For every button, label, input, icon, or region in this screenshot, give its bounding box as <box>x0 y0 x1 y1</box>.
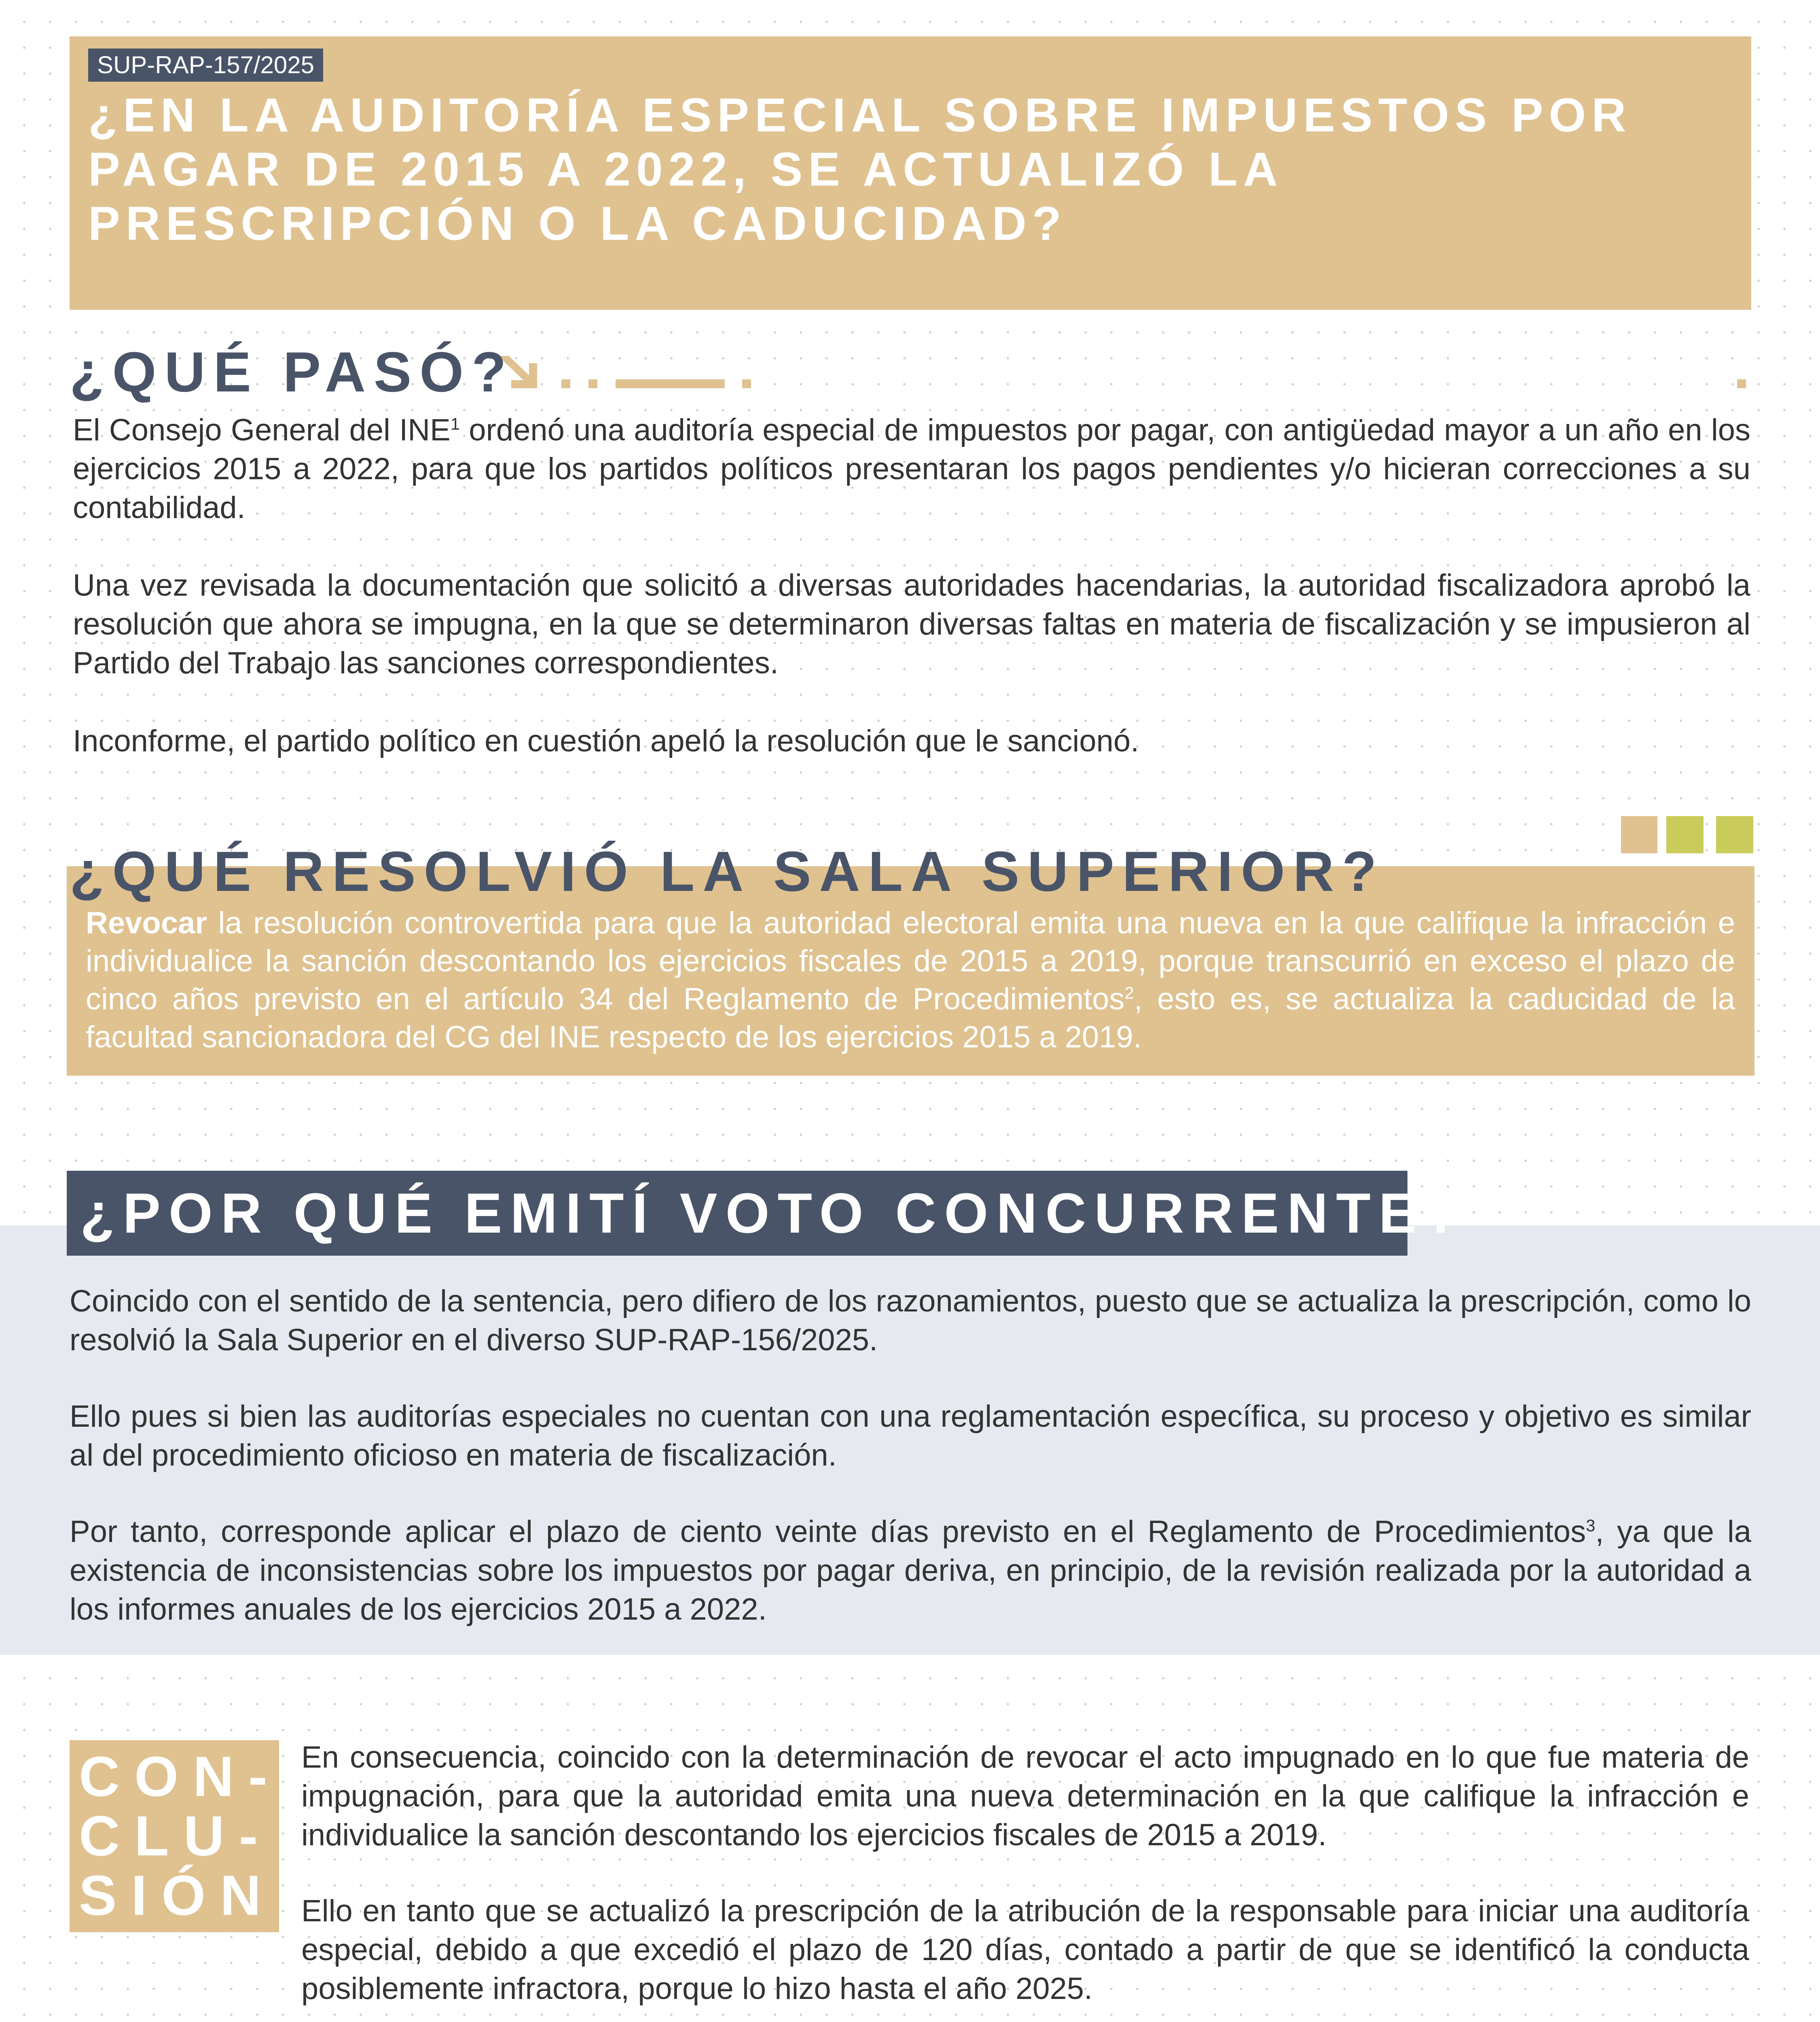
case-number-badge: SUP-RAP-157/2025 <box>88 49 323 82</box>
section-title-que-resolvio: ¿QUÉ RESOLVIÓ LA SALA SUPERIOR? <box>70 840 1385 903</box>
conclusion-paragraph-1: En consecuencia, coincido con la determinación de revocar el acto impugnado en lo que fue materia de impugnación, para que la autoridad emita una nueva determinación en la que califique la infracción e individualice la sanción descontando los ejercicios fiscales de 2015 a 2019. <box>301 1740 1749 1852</box>
deco-dot <box>561 379 570 388</box>
deco-square-gold <box>1621 816 1657 853</box>
deco-square-lime <box>1666 816 1704 853</box>
conclusion-label-line-1: CON- <box>79 1745 282 1808</box>
que-paso-paragraph-3: Inconforme, el partido político en cuestión apeló la resolución que le sancionó. <box>73 724 1139 758</box>
deco-dot <box>1737 379 1746 388</box>
arrow-down-right-icon <box>501 356 540 391</box>
que-paso-paragraph-2: Una vez revisada la documentación que solicitó a diversas autoridades hacendarias, la autoridad fiscalizadora aprobó la resolución que ahora se impugna, en la que se determinaron diversas faltas en materia de fiscalización y se impusieron al Partido del Trabajo las sanciones correspondientes. <box>73 568 1750 680</box>
deco-dot <box>588 379 597 388</box>
section-title-voto-concurrente: ¿POR QUÉ EMITÍ VOTO CONCURRENTE? <box>80 1181 1467 1245</box>
voto-paragraph-1: Coincido con el sentido de la sentencia, pero difiero de los razonamientos, puesto que se actualiza la prescripción, como lo resolvió la Sala Superior en el diverso SUP-RAP-156/2025. <box>70 1284 1751 1357</box>
que-paso-paragraph-1: El Consejo General del INE$^1$ ordenó una auditoría especial de impuestos por pagar, con antigüedad mayor a un año en los ejercicios 2015 a 2022, para que los partidos políticos presentaran los pagos pendientes y/o hicieran correcciones a su contabilidad. <box>73 413 1750 525</box>
main-title: ¿EN LA AUDITORÍA ESPECIAL SOBRE IMPUESTOS POR PAGAR DE 2015 A 2022, SE ACTUALIZÓ LA PRESCRIPCIÓN O LA CADUCIDAD? <box>88 89 1632 250</box>
section-title-que-paso: ¿QUÉ PASÓ? <box>70 340 514 404</box>
conclusion-label-line-2: CLU- <box>79 1804 273 1868</box>
deco-dash <box>616 379 725 388</box>
deco-dot <box>742 379 751 388</box>
resolution-text: Revocar la resolución controvertida para que la autoridad electoral emita una nueva en la que califique la infracción e individualice la sanción descontando los ejercicios fiscales de 2015 a 2019, porque transcurrió en exceso el plazo de cinco años previsto en el artículo 34 del Reglamento de Procedimientos$^2$, esto es, se actualiza la caducidad de la facultad sancionadora del CG del INE respecto de los ejercicios 2015 a 2019. <box>86 906 1735 1054</box>
conclusion-label-line-3: SIÓN <box>79 1863 276 1927</box>
conclusion-paragraph-2: Ello en tanto que se actualizó la prescripción de la atribución de la responsable para iniciar una auditoría especial, debido a que excedió el plazo de 120 días, contado a partir de que se identificó la conducta posiblemente infractora, porque lo hizo hasta el año 2025. <box>301 1894 1749 2006</box>
voto-paragraph-2: Ello pues si bien las auditorías especiales no cuentan con una reglamentación específica, su proceso y objetivo es similar al del procedimiento oficioso en materia de fiscalización. <box>70 1399 1751 1472</box>
deco-square-lime <box>1716 816 1753 853</box>
voto-paragraph-3: Por tanto, corresponde aplicar el plazo de ciento veinte días previsto en el Reglamento de Procedimientos$^3$, ya que la existencia de inconsistencias sobre los impuestos por pagar deriva, en principio, de la revisión realizada por la autoridad a los informes anuales de los ejercicios 2015 a 2022. <box>70 1514 1752 1626</box>
